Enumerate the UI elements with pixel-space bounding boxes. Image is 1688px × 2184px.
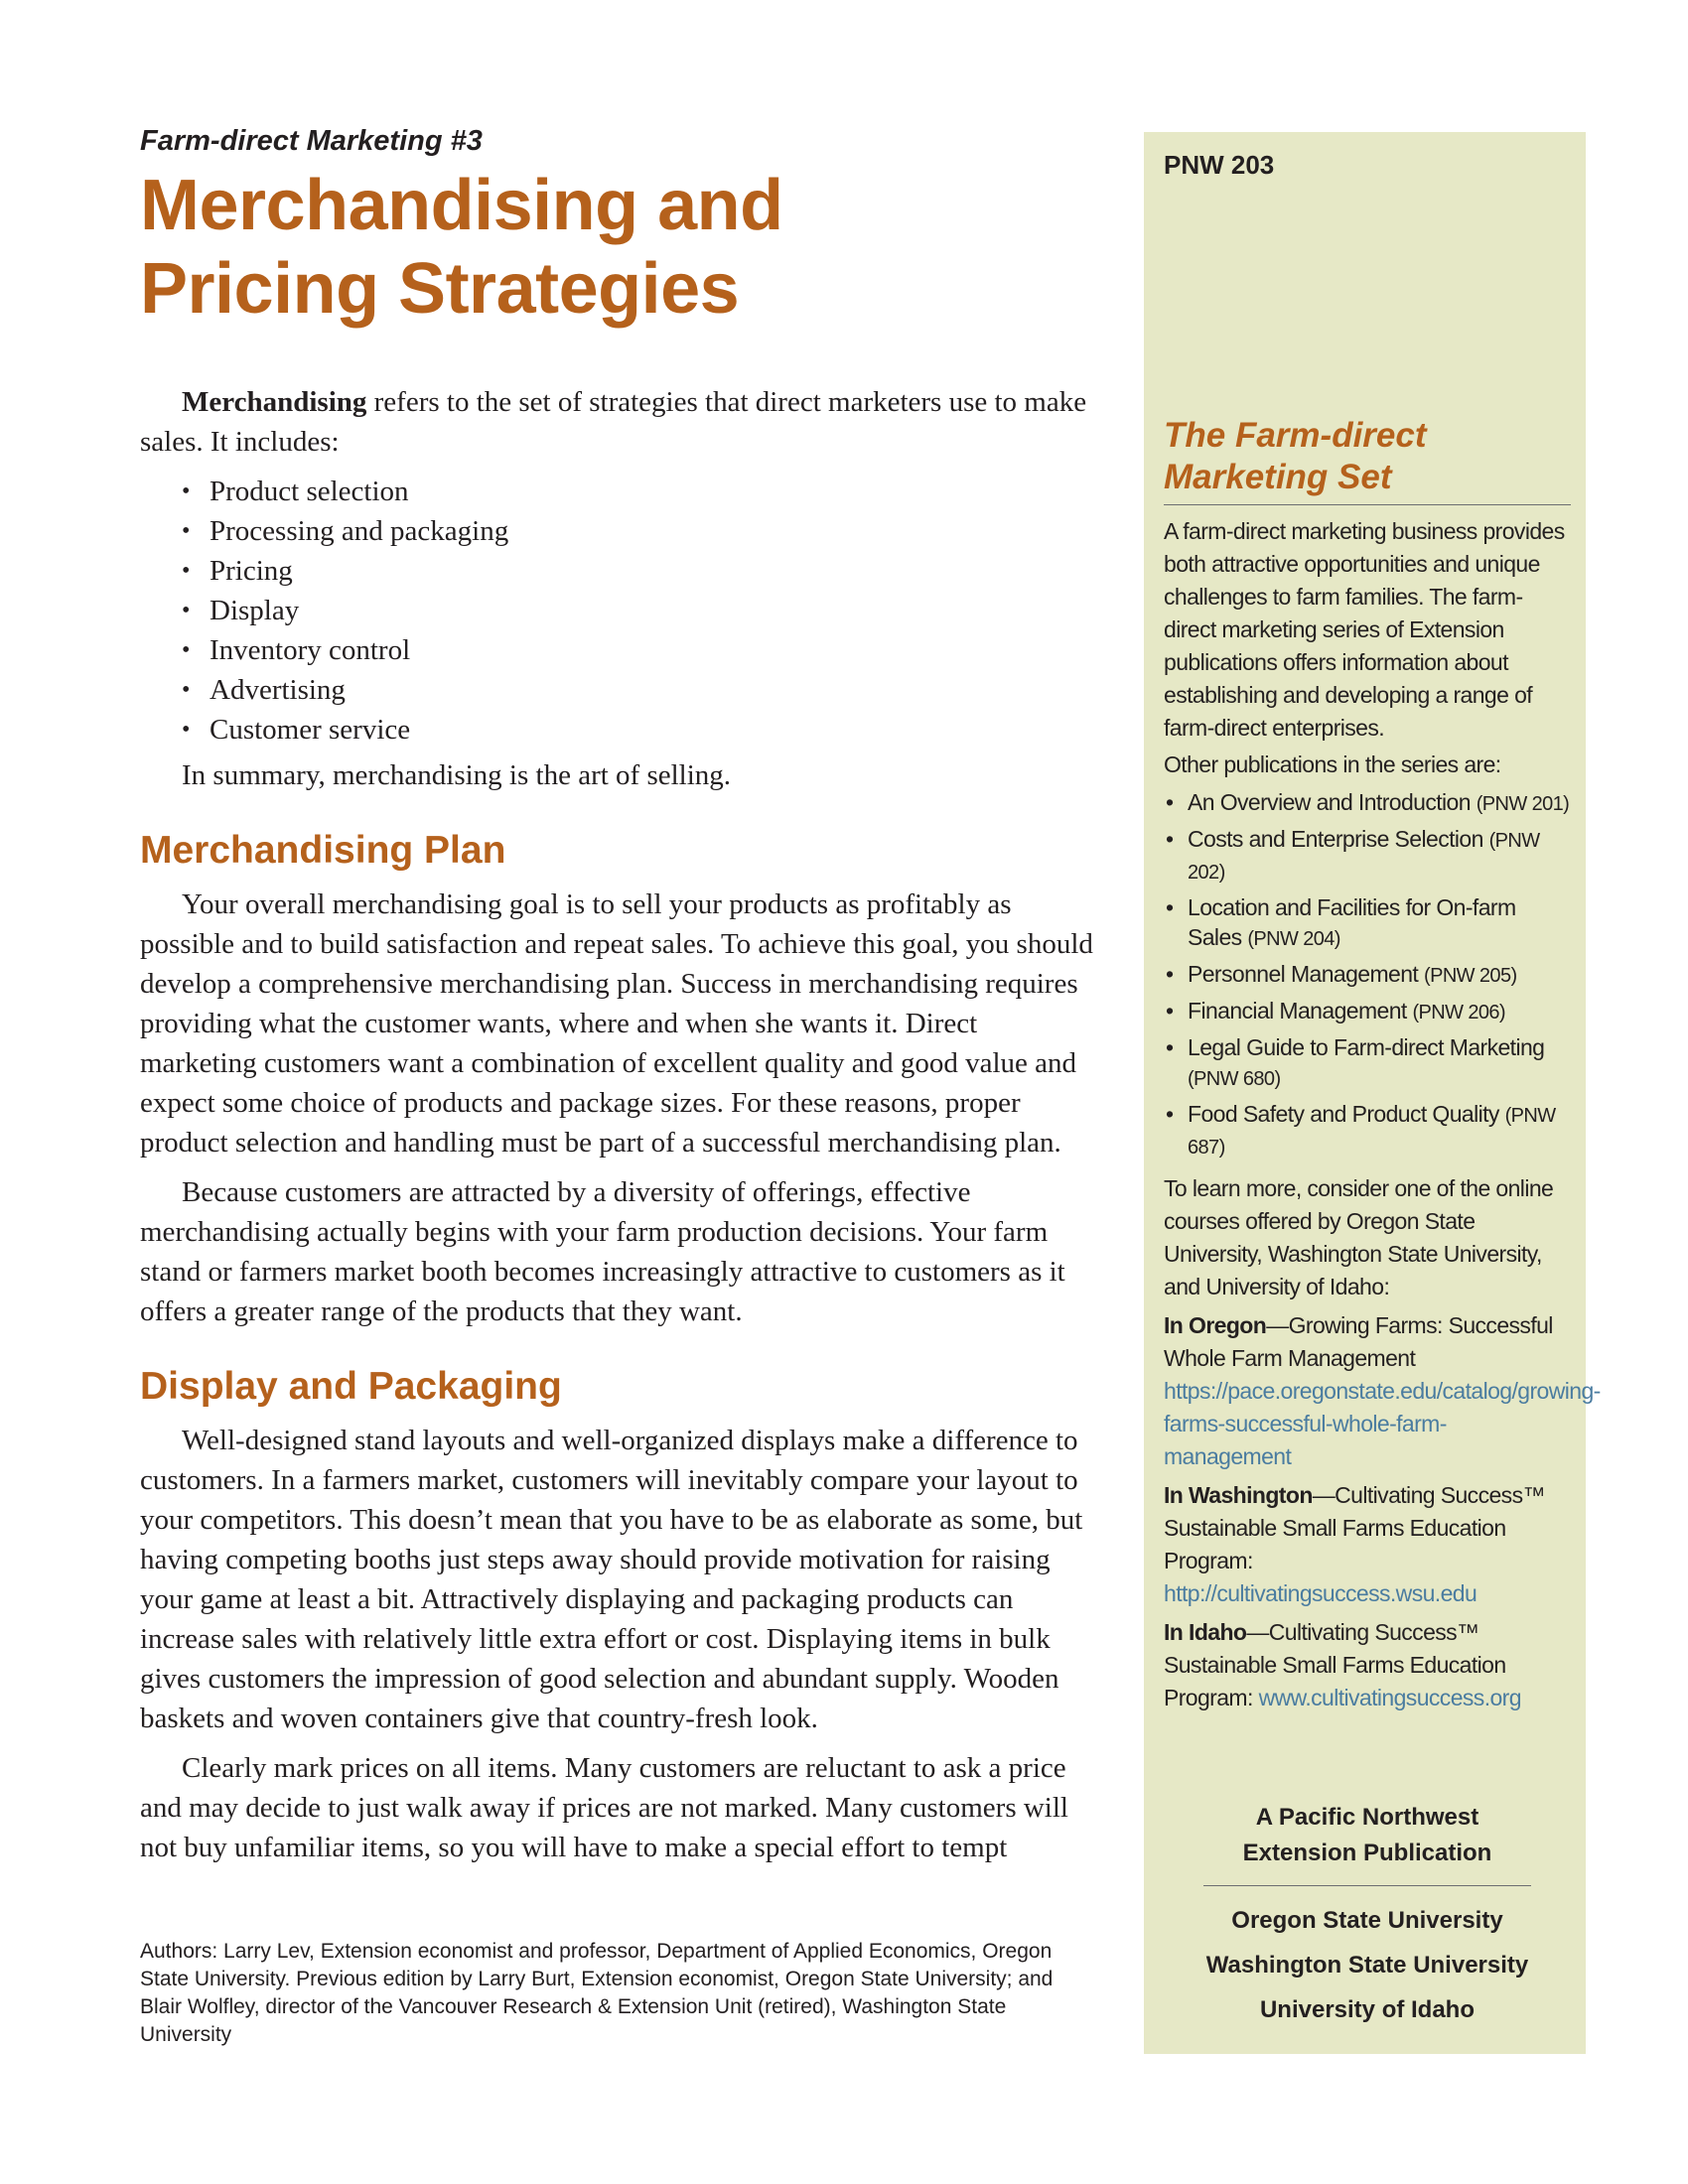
- publication-code: (PNW 680): [1188, 1068, 1281, 1090]
- publication-title: Financial Management: [1188, 998, 1407, 1024]
- sidebar-title-line-2: Marketing Set: [1164, 458, 1392, 496]
- merch-plan-paragraph-2: Because customers are attracted by a diversity of offerings, effective merchandising actually begins with your farm production decisions. Your farm stand or farmers market booth becomes increasingly attractive to customers as it offers a greater range of the products that they want.: [140, 1176, 1065, 1327]
- intro-text: refers to the set of strategies that direct marketers use to make sales. It includes:: [140, 386, 1087, 458]
- display-paragraph-1: Well-designed stand layouts and well-organized displays make a difference to customers. In a farmers market, customers will inevitably compare your layout to your competitors. This doesn’t mean that you have to be as elaborate as some, but having competing booths just steps away should provide motivation for raising your game at least a bit. Attractively displaying and packaging products can increase sales with relatively little extra effort or cost. Displaying items in bulk gives customers the impression of good selection and abundant supply. Wooden baskets and woven containers give that country-fresh look.: [140, 1425, 1083, 1734]
- course-text: —Cultivating Success™ Sustainable Small Farms Education Program:: [1164, 1619, 1506, 1710]
- heading-merchandising-plan: Merchandising Plan: [140, 829, 506, 872]
- publication-title: An Overview and Introduction: [1188, 789, 1471, 815]
- sidebar-title-line-1: The Farm-direct: [1164, 416, 1427, 455]
- intro-lead-term: Merchandising: [182, 386, 367, 418]
- main-column: [140, 125, 1093, 1877]
- list-item: [1164, 996, 1571, 1027]
- list-item: [1164, 1032, 1571, 1094]
- page-title: [140, 164, 1093, 331]
- publication-code: (PNW 205): [1424, 965, 1517, 987]
- publication-code: (PNW 201): [1476, 793, 1570, 815]
- university-name: Washington State University: [1205, 1952, 1529, 1979]
- title-line-2: Pricing Strategies: [140, 249, 740, 329]
- list-item: • Display: [182, 591, 1093, 630]
- course-oregon: [1164, 1309, 1601, 1473]
- university-name: Oregon State University: [1231, 1907, 1503, 1934]
- publication-code: (PNW 202): [1188, 830, 1540, 884]
- authors-note: Authors: Larry Lev, Extension economist and professor, Department of Applied Economics, Oregon State University. Previous edition by Larry Burt, Extension economist, Oregon State University; and Blair Wolfley, director of the Vancouver Research & Extension Unit (retired), Washington State University: [140, 1940, 1054, 2046]
- list-item: • Inventory control: [182, 630, 1093, 670]
- heading-display-packaging: Display and Packaging: [140, 1365, 562, 1408]
- list-item: • Pricing: [182, 551, 1093, 591]
- list-item: • Processing and packaging: [182, 511, 1093, 551]
- course-washington: [1164, 1479, 1571, 1610]
- publication-code: (PNW 687): [1188, 1105, 1556, 1159]
- course-state: In Idaho: [1164, 1619, 1247, 1645]
- sidebar-title: [1164, 415, 1571, 505]
- publication-number: PNW 203: [1164, 150, 1275, 180]
- list-item: [1164, 892, 1571, 954]
- display-paragraph-2: Clearly mark prices on all items. Many customers are reluctant to ask a price and may decide to just walk away if prices are not marked. Many customers will not buy unfamiliar items, so you will have to make a special effort to tempt: [140, 1752, 1068, 1863]
- list-item: • Customer service: [182, 710, 1093, 750]
- intro-paragraph: [140, 382, 1093, 462]
- other-publications-label: Other publications in the series are:: [1164, 751, 1501, 777]
- sidebar: [1144, 132, 1601, 2054]
- intro-summary: In summary, merchandising is the art of selling.: [182, 759, 732, 791]
- publication-code: (PNW 204): [1247, 928, 1340, 950]
- list-item: • Product selection: [182, 472, 1093, 511]
- list-item: [1164, 1099, 1571, 1162]
- course-state: In Washington: [1164, 1482, 1313, 1508]
- course-link-washington[interactable]: http://cultivatingsuccess.wsu.edu: [1164, 1580, 1477, 1606]
- publication-title: Legal Guide to Farm-direct Marketing: [1188, 1034, 1545, 1060]
- list-item: [1164, 959, 1571, 991]
- merchandising-list: [140, 472, 1093, 750]
- publication-title: Costs and Enterprise Selection: [1188, 826, 1483, 852]
- course-idaho: [1164, 1616, 1571, 1714]
- course-text: —Growing Farms: Successful Whole Farm Management: [1164, 1312, 1553, 1371]
- sidebar-description: A farm-direct marketing business provides both attractive opportunities and unique challenges to farm families. The farm-direct marketing series of Extension publications offers information about establishing and developing a range of farm-direct enterprises.: [1164, 518, 1565, 741]
- university-name: University of Idaho: [1259, 1996, 1476, 2023]
- course-link-idaho[interactable]: www.cultivatingsuccess.org: [1258, 1685, 1521, 1710]
- publication-code: (PNW 206): [1412, 1002, 1505, 1024]
- intro-section: [140, 382, 1093, 795]
- publication-title: Personnel Management: [1188, 961, 1419, 987]
- sidebar-footer: [1203, 1800, 1531, 2032]
- merch-plan-paragraph-1: Your overall merchandising goal is to sell your products as profitably as possible and to build satisfaction and repeat sales. To achieve this goal, you should develop a comprehensive merchandising plan. Success in merchandising requires providing what the customer wants, where and when she wants it. Direct marketing customers want a combination of excellent quality and good value and expect some choice of products and package sizes. For these reasons, proper product selection and handling must be part of a successful merchandising plan.: [140, 888, 1093, 1159]
- learn-more-text: To learn more, consider one of the online courses offered by Oregon State University, Washington State University, and University of Idaho:: [1164, 1175, 1554, 1299]
- list-item: [1164, 787, 1571, 819]
- list-item: • Advertising: [182, 670, 1093, 710]
- title-line-1: Merchandising and: [140, 166, 783, 245]
- series-label: Farm-direct Marketing #3: [140, 125, 483, 157]
- course-state: In Oregon: [1164, 1312, 1267, 1338]
- course-text: —Cultivating Success™ Sustainable Small Farms Education Program:: [1164, 1482, 1545, 1573]
- publication-title: Location and Facilities for On-farm Sales: [1188, 894, 1516, 950]
- list-item: [1164, 824, 1571, 887]
- publisher-line-2: Extension Publication: [1242, 1840, 1492, 1866]
- publications-list: [1164, 787, 1571, 1162]
- course-link-oregon[interactable]: https://pace.oregonstate.edu/catalog/growing-farms-successful-whole-farm-management: [1164, 1378, 1601, 1469]
- publication-title: Food Safety and Product Quality: [1188, 1101, 1499, 1127]
- footer-divider: [1203, 1885, 1531, 1886]
- publisher-line-1: A Pacific Northwest: [1255, 1804, 1479, 1831]
